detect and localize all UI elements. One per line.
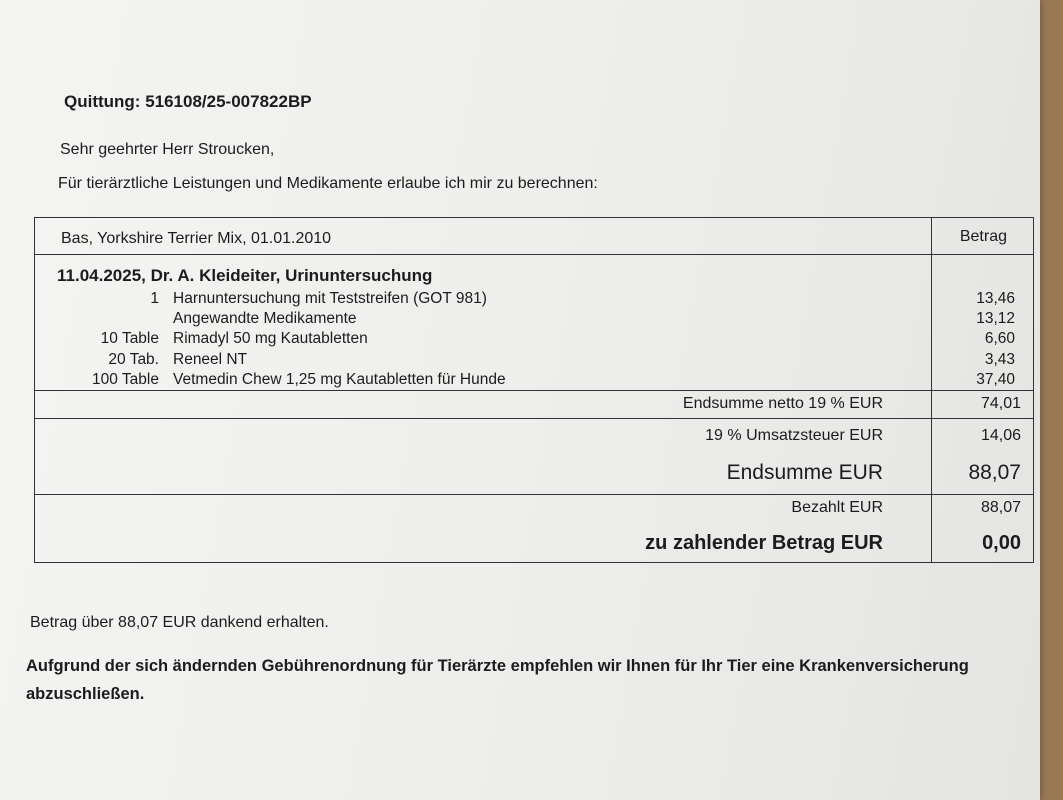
greeting-text: Sehr geehrter Herr Stroucken, (60, 141, 275, 158)
item-quantity: 20 Tab. (108, 351, 159, 368)
total-divider (35, 494, 1033, 495)
line-item (35, 351, 1033, 372)
insurance-notice: Aufgrund der sich ändernden Gebührenordnung für Tierärzte empfehlen wir Ihnen für Ihr Tier eine Krankenversicherung abzuschließen. (26, 657, 969, 703)
item-description: Reneel NT (173, 351, 248, 368)
item-amount: 13,12 (976, 310, 1015, 327)
item-amount: 3,43 (984, 351, 1015, 368)
paid-value: 88,07 (980, 499, 1021, 516)
receipt-title: Quittung: 516108/25-007822BP (64, 92, 312, 111)
due-value: 0,00 (982, 532, 1021, 554)
item-amount: 37,40 (976, 371, 1015, 388)
total-value: 88,07 (968, 461, 1021, 484)
item-amount: 13,46 (976, 290, 1015, 307)
header-divider (35, 254, 1033, 255)
item-description: Angewandte Medikamente (173, 310, 357, 327)
invoice-table (34, 217, 1034, 563)
total-label: Endsumme EUR (726, 461, 883, 484)
netto-value: 74,01 (980, 395, 1021, 412)
line-item (35, 330, 1033, 351)
item-quantity: 100 Table (92, 371, 159, 388)
item-quantity: 10 Table (100, 330, 159, 347)
paid-label: Bezahlt EUR (791, 499, 883, 516)
netto-divider (35, 418, 1033, 419)
line-item (35, 371, 1033, 392)
tax-value: 14,06 (980, 427, 1021, 444)
netto-label: Endsumme netto 19 % EUR (682, 395, 883, 412)
exam-line: 11.04.2025, Dr. A. Kleideiter, Urinuntersuchung (57, 266, 433, 285)
item-amount: 6,60 (984, 330, 1015, 347)
due-label: zu zahlender Betrag EUR (645, 532, 883, 554)
line-item (35, 310, 1033, 331)
received-text: Betrag über 88,07 EUR dankend erhalten. (30, 614, 329, 631)
tax-label: 19 % Umsatzsteuer EUR (705, 427, 883, 444)
line-item (35, 290, 1033, 311)
intro-text: Für tierärztliche Leistungen und Medikamente erlaube ich mir zu berechnen: (58, 175, 598, 192)
item-description: Rimadyl 50 mg Kautabletten (173, 330, 368, 347)
item-description: Harnuntersuchung mit Teststreifen (GOT 981) (173, 290, 487, 307)
patient-info: Bas, Yorkshire Terrier Mix, 01.01.2010 (61, 230, 332, 247)
item-quantity: 1 (150, 290, 159, 307)
item-description: Vetmedin Chew 1,25 mg Kautabletten für Hunde (173, 371, 506, 388)
amount-header: Betrag (959, 228, 1007, 245)
